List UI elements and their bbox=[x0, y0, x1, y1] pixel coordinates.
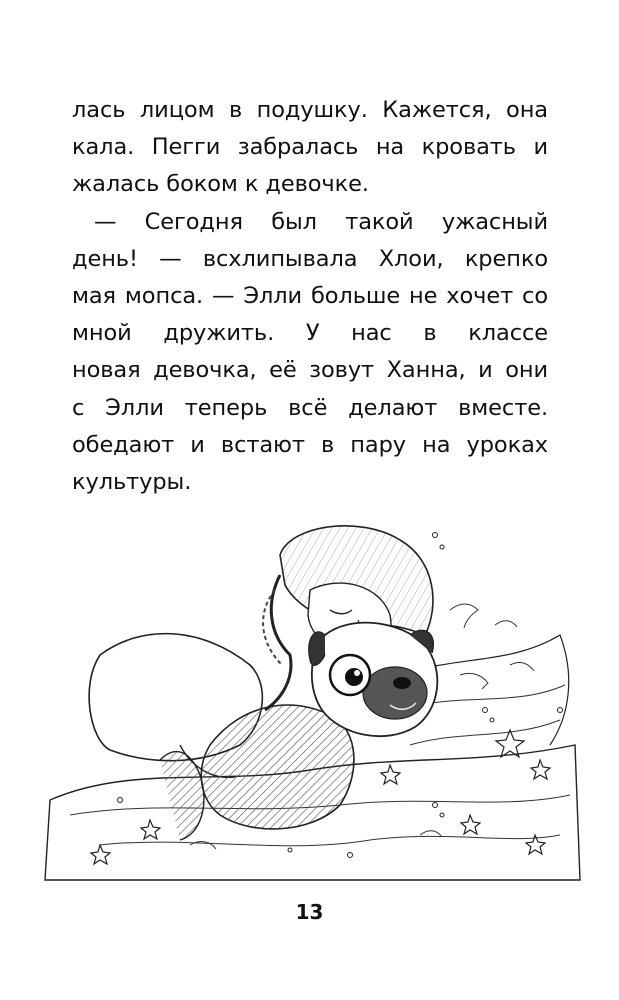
story-text bbox=[72, 92, 548, 501]
text-line: мной дружить. У нас в классе bbox=[72, 320, 548, 347]
text-line: жалась боком к девочке. bbox=[72, 171, 369, 198]
text-line: мая мопса. — Элли больше не хочет со bbox=[72, 282, 548, 309]
text-line: обедают и встают в пару на уроках bbox=[72, 431, 548, 458]
girl-hugging-pug-illustration bbox=[40, 515, 585, 885]
page-number: 13 bbox=[295, 900, 324, 924]
text-line: с Элли теперь всё делают вместе. bbox=[72, 394, 548, 421]
text-line: день! — всхлипывала Хлои, крепко bbox=[72, 245, 548, 272]
text-line: культуры. bbox=[72, 468, 192, 495]
text-line: лась лицом в подушку. Кажется, она bbox=[72, 97, 548, 123]
text-line: новая девочка, её зовут Ханна, и они bbox=[72, 357, 548, 384]
text-line: кала. Пегги забралась на кровать и bbox=[72, 134, 548, 161]
text-line: — Сегодня был такой ужасный bbox=[94, 208, 548, 235]
